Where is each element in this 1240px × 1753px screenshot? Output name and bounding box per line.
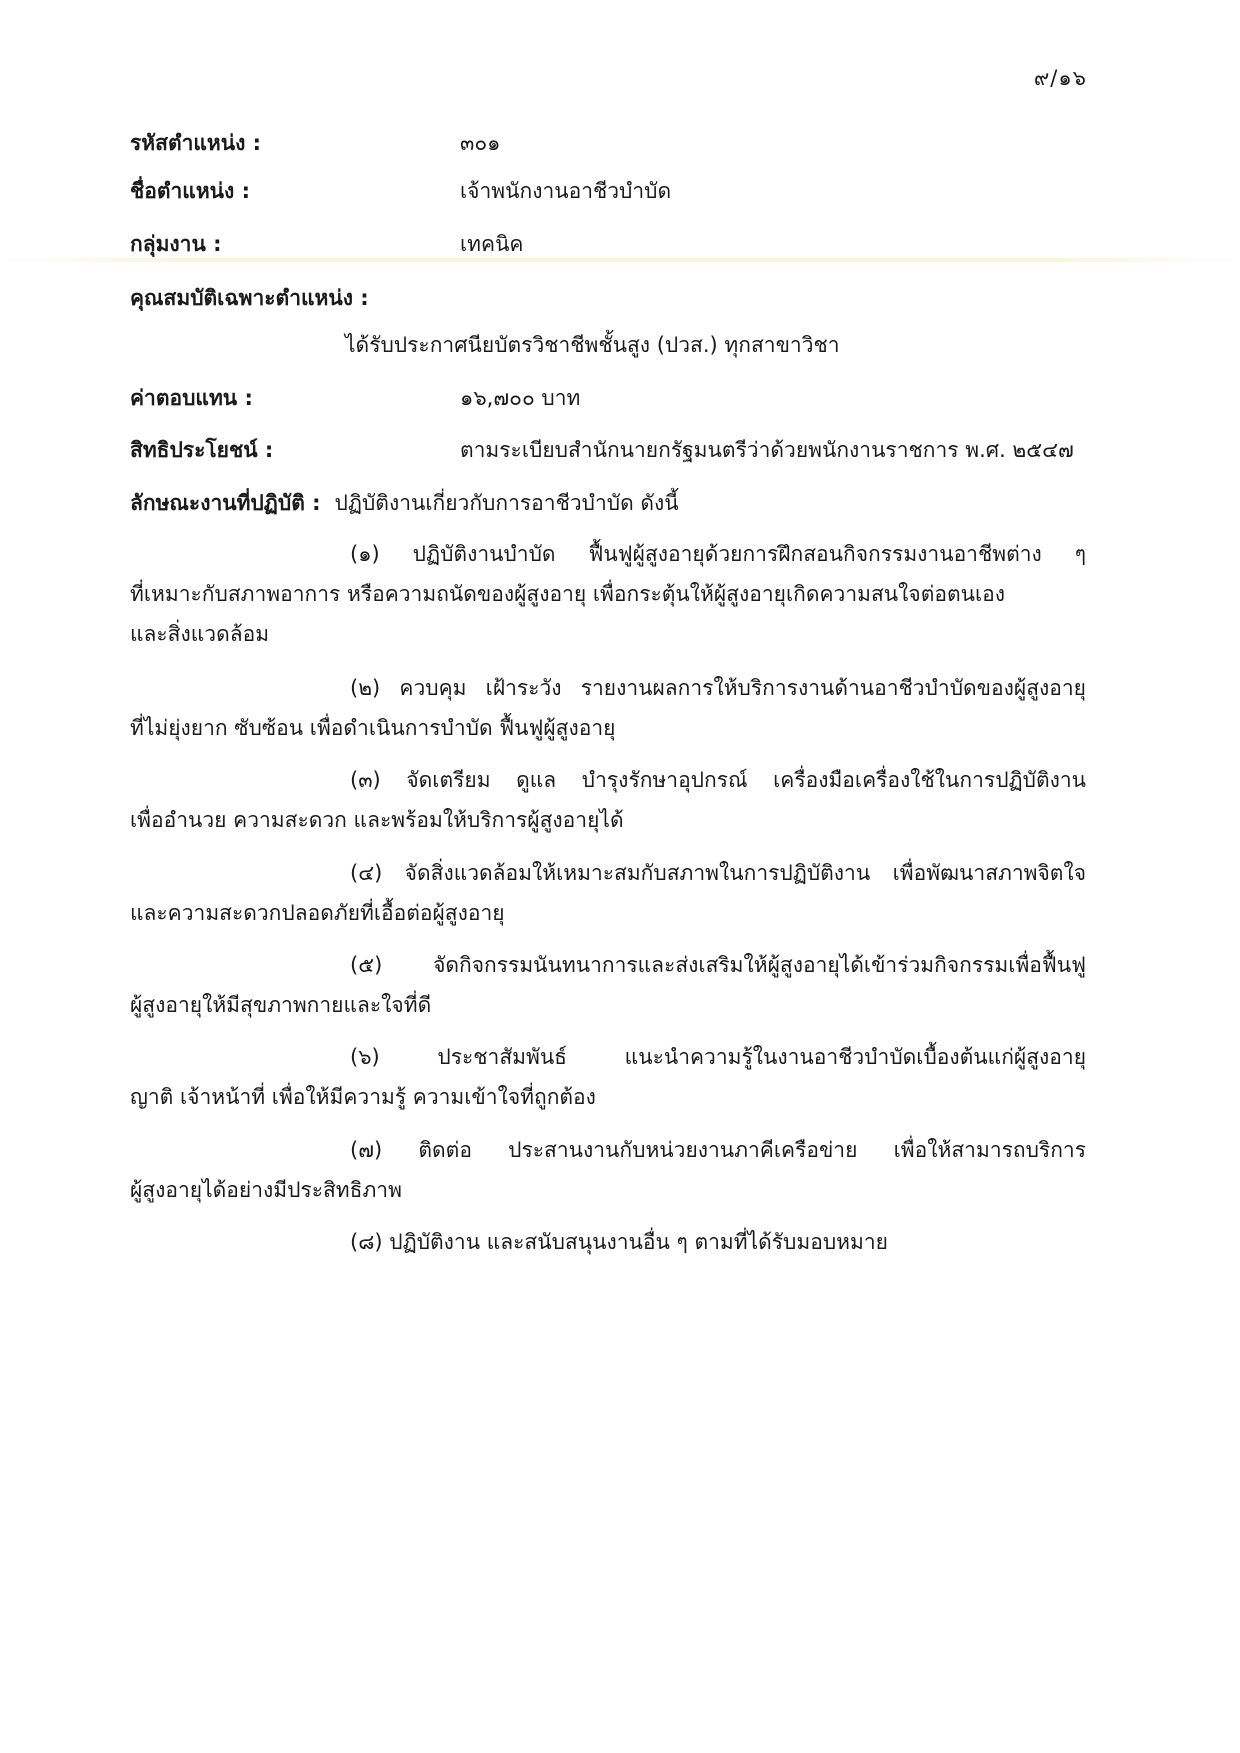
duty-3-line-2: เพื่ออำนวย ความสะดวก และพร้อมให้บริการผู้สูงอายุได้ bbox=[130, 808, 624, 832]
duty-item-8 bbox=[130, 1222, 1086, 1262]
duty-1-line-1: (๑) ปฏิบัติงานบำบัด ฟื้นฟูผู้สูงอายุด้วยการฝึกสอนกิจกรรมงานอาชีพต่าง ๆ bbox=[350, 542, 1086, 566]
qualification-value: ได้รับประกาศนียบัตรวิชาชีพชั้นสูง (ปวส.) ทุกสาขาวิชา bbox=[345, 333, 840, 357]
duty-4-line-2: และความสะดวกปลอดภัยที่เอื้อต่อผู้สูงอายุ bbox=[130, 901, 505, 925]
duty-2-line-2: ที่ไม่ยุ่งยาก ซับซ้อน เพื่อดำเนินการบำบัด ฟื้นฟูผู้สูงอายุ bbox=[130, 716, 616, 740]
duty-3-line-1: (๓) จัดเตรียม ดูแล บำรุงรักษาอุปกรณ์ เครื่องมือเครื่องใช้ในการปฏิบัติงาน bbox=[350, 768, 1086, 792]
qualification-row bbox=[130, 283, 383, 313]
benefits-row bbox=[130, 435, 1074, 465]
duty-5-line-2: ผู้สูงอายุให้มีสุขภาพกายและใจที่ดี bbox=[130, 993, 432, 1017]
duty-item-6 bbox=[130, 1037, 1086, 1117]
page-number: ๙/๑๖ bbox=[1033, 66, 1087, 90]
duty-8-line-1: (๘) ปฏิบัติงาน และสนับสนุนงานอื่น ๆ ตามที่ได้รับมอบหมาย bbox=[350, 1230, 888, 1254]
position-name-value: เจ้าพนักงานอาชีวบำบัด bbox=[460, 179, 672, 203]
compensation-value: ๑๖,๗๐๐ บาท bbox=[460, 386, 581, 410]
qualification-label: คุณสมบัติเฉพาะตำแหน่ง : bbox=[130, 286, 369, 310]
duty-1-line-2: ที่เหมาะกับสภาพอาการ หรือความถนัดของผู้สูงอายุ เพื่อกระตุ้นให้ผู้สูงอายุเกิดความสนใจต่อตนเอง bbox=[130, 582, 1005, 606]
duty-1-line-3: และสิ่งแวดล้อม bbox=[130, 622, 270, 646]
duty-7-line-1: (๗) ติดต่อ ประสานงานกับหน่วยงานภาคีเครือข่าย เพื่อให้สามารถบริการ bbox=[350, 1138, 1086, 1162]
compensation-row bbox=[130, 383, 580, 413]
duty-item-5 bbox=[130, 945, 1086, 1025]
job-description-row bbox=[130, 488, 679, 518]
compensation-label: ค่าตอบแทน : bbox=[130, 386, 253, 410]
duty-7-line-2: ผู้สูงอายุได้อย่างมีประสิทธิภาพ bbox=[130, 1178, 402, 1202]
duty-4-line-1: (๔) จัดสิ่งแวดล้อมให้เหมาะสมกับสภาพในการปฏิบัติงาน เพื่อพัฒนาสภาพจิตใจ bbox=[350, 861, 1086, 885]
job-description-label: ลักษณะงานที่ปฏิบัติ : bbox=[130, 491, 321, 515]
duty-item-4 bbox=[130, 853, 1086, 933]
position-code-row bbox=[130, 128, 501, 158]
duty-item-7 bbox=[130, 1130, 1086, 1210]
position-code-label: รหัสตำแหน่ง : bbox=[130, 131, 262, 155]
duty-6-line-1: (๖) ประชาสัมพันธ์ แนะนำความรู้ในงานอาชีวบำบัดเบื้องต้นแก่ผู้สูงอายุ bbox=[350, 1045, 1086, 1069]
work-group-label: กลุ่มงาน : bbox=[130, 232, 222, 256]
duty-6-line-2: ญาติ เจ้าหน้าที่ เพื่อให้มีความรู้ ความเข้าใจที่ถูกต้อง bbox=[130, 1085, 596, 1109]
benefits-value: ตามระเบียบสำนักนายกรัฐมนตรีว่าด้วยพนักงานราชการ พ.ศ. ๒๕๔๗ bbox=[460, 438, 1074, 462]
duty-item-3 bbox=[130, 760, 1086, 840]
position-name-label: ชื่อตำแหน่ง : bbox=[130, 179, 250, 203]
benefits-label: สิทธิประโยชน์ : bbox=[130, 438, 274, 462]
job-description-intro: ปฏิบัติงานเกี่ยวกับการอาชีวบำบัด ดังนี้ bbox=[334, 491, 679, 515]
duty-item-1 bbox=[130, 534, 1086, 654]
duty-5-line-1: (๕) จัดกิจกรรมนันทนาการและส่งเสริมให้ผู้สูงอายุได้เข้าร่วมกิจกรรมเพื่อฟื้นฟู bbox=[350, 953, 1086, 977]
position-name-row bbox=[130, 176, 671, 206]
work-group-row bbox=[130, 229, 523, 259]
position-code-value: ๓๐๑ bbox=[460, 131, 501, 155]
duty-item-2 bbox=[130, 668, 1086, 748]
work-group-value: เทคนิค bbox=[460, 232, 524, 256]
duty-2-line-1: (๒) ควบคุม เฝ้าระวัง รายงานผลการให้บริการงานด้านอาชีวบำบัดของผู้สูงอายุ bbox=[350, 676, 1086, 700]
